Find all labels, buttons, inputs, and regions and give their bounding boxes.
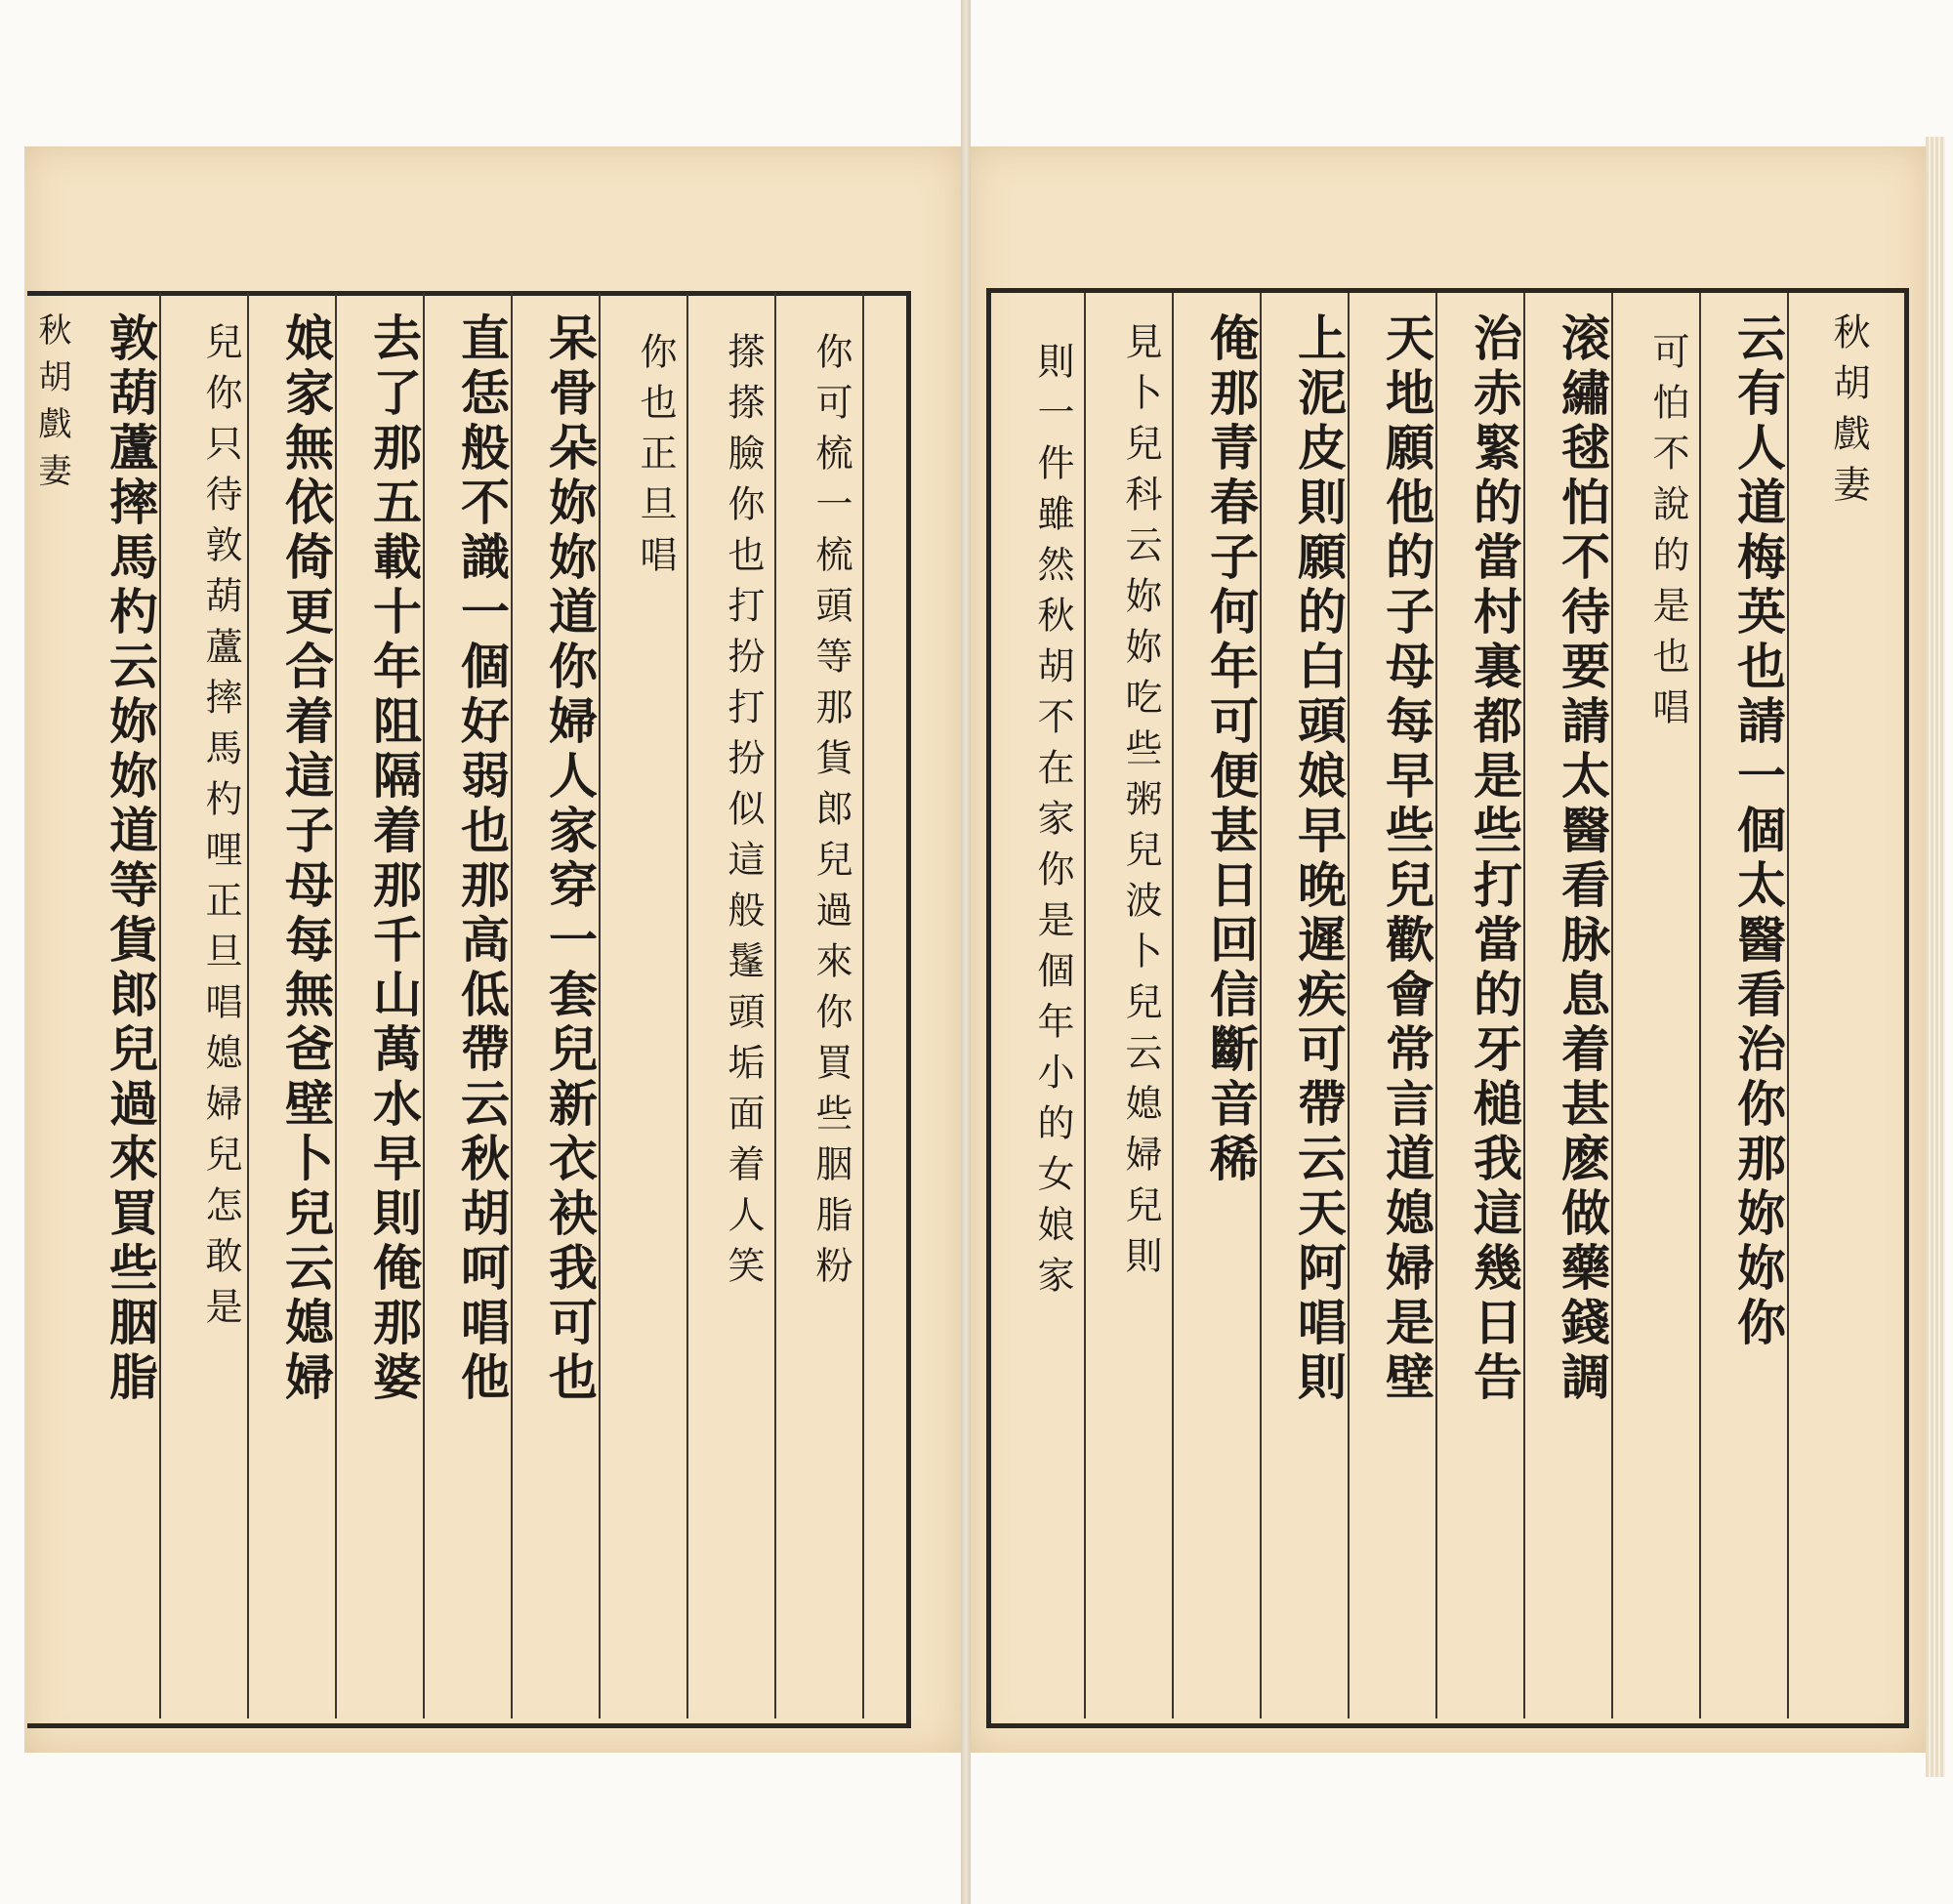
column-rule (1611, 293, 1613, 1718)
column-rule (247, 293, 249, 1718)
text-column: 敦葫蘆摔馬杓云妳妳道等貨郎兒過來買些胭脂 (102, 312, 159, 1406)
column-rule (1348, 293, 1350, 1718)
book-gutter (961, 0, 971, 1904)
text-column: 直恁般不識一個好弱也那高低帶云秋胡呵唱他 (453, 312, 511, 1406)
column-rule (1699, 293, 1701, 1718)
right-page-text (986, 293, 1899, 1718)
left-page-text (27, 293, 906, 1718)
column-rule (335, 293, 337, 1718)
column-rule (1787, 293, 1789, 1718)
page-edges (1926, 137, 1945, 1777)
text-column: 娘家無依倚更合着這子母每無爸壁卜兒云媳婦 (277, 312, 335, 1406)
column-rule (1523, 293, 1525, 1718)
text-column: 呆骨朵妳妳道你婦人家穿一套兒新衣袂我可也 (541, 312, 599, 1406)
column-rule (1084, 293, 1086, 1718)
page-header: 秋胡戲妻 (32, 312, 71, 500)
text-column: 滚繡毬怕不待要請太醫看脉息着甚麽做藥錢調 (1554, 312, 1611, 1406)
text-column: 上泥皮則願的白頭娘早晚遲疾可帶云天阿唱則 (1290, 312, 1348, 1406)
column-rule (1172, 293, 1174, 1718)
text-column: 秋胡戲妻 (1827, 312, 1870, 516)
text-column: 云有人道梅英也請一個太醫看治你那妳妳你 (1729, 312, 1787, 1351)
text-column: 去了那五載十年阻隔着那千山萬水早則俺那婆 (365, 312, 423, 1406)
column-rule (862, 293, 864, 1718)
text-column: 則一件雖然秋胡不在家你是個年小的女娘家 (1031, 342, 1074, 1306)
column-rule (774, 293, 776, 1718)
column-rule (423, 293, 425, 1718)
column-rule (1260, 293, 1262, 1718)
text-column: 可怕不說的是也唱 (1646, 332, 1689, 738)
column-rule (511, 293, 513, 1718)
column-rule (686, 293, 688, 1718)
text-column: 搽搽臉你也打扮打扮似這般鬔頭垢面着人笑 (722, 332, 765, 1297)
column-rule (599, 293, 601, 1718)
text-column: 治赤緊的當村裏都是些打當的牙槌我這幾日告 (1466, 312, 1523, 1406)
text-column: 見卜兒科云妳妳吃些粥兒波卜兒云媳婦兒則 (1119, 322, 1162, 1287)
text-column: 你也正旦唱 (634, 332, 677, 586)
text-column: 俺那青春子何年可便甚日回信斷音稀 (1202, 312, 1260, 1187)
text-column: 天地願他的子母每早些兒歡會常言道媳婦是壁 (1378, 312, 1435, 1406)
text-column: 你可梳一梳頭等那貨郎兒過來你買些胭脂粉 (810, 332, 852, 1297)
column-rule (1435, 293, 1437, 1718)
column-rule (159, 293, 161, 1718)
text-column: 兒你只待敦葫蘆摔馬杓哩正旦唱媳婦兒怎敢是 (199, 322, 242, 1338)
